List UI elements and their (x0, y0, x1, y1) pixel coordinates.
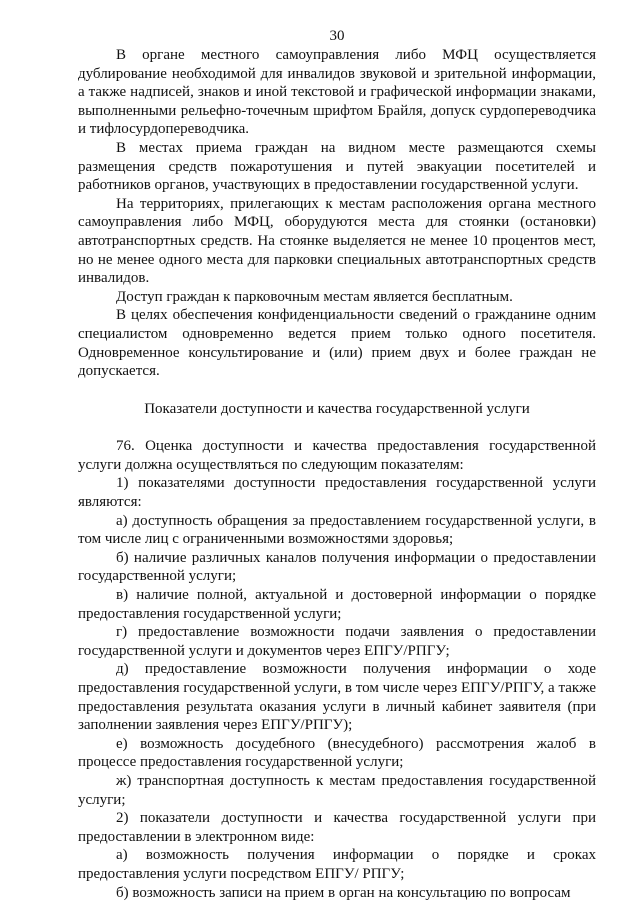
paragraph-item-1v: в) наличие полной, актуальной и достоверной информации о порядке предоставления государственной услуги; (78, 587, 596, 622)
paragraph-parking-places: На территориях, прилегающих к местам расположения органа местного самоуправления либо МФЦ, оборудуются места для стоянки (остановки) автотранспортных средств. На стоянке выделяется не менее 10 процентов мест, но не менее одного места для парковки специальных автотранспортных средств инвалидов. (78, 195, 596, 287)
paragraph-item-1d: д) предоставление возможности получения информации о ходе предоставления государственной услуги, в том числе через ЕПГУ/РПГУ, а также предоставления результата оказания услуги в личный кабинет заявителя (при заполнении заявления через ЕПГУ/РПГУ); (78, 661, 596, 734)
paragraph-item-2a: а) возможность получения информации о порядке и сроках предоставления услуги посредством ЕПГУ/ РПГУ; (78, 847, 596, 882)
document-page (78, 26, 596, 902)
paragraph-item-1g: г) предоставление возможности подачи заявления о предоставлении государственной услуги и документов через ЕПГУ/РПГУ; (78, 624, 596, 659)
paragraph-item-1a: а) доступность обращения за предоставлением государственной услуги, в том числе лиц с ограниченными возможностями здоровья; (78, 512, 596, 548)
section-heading: Показатели доступности и качества государственной услуги (144, 400, 530, 417)
paragraph-item-1: 1) показателями доступности предоставления государственной услуги являются: (78, 475, 596, 511)
paragraph-item-1zh: ж) транспортная доступность к местам предоставления государственной услуги; (78, 772, 596, 808)
paragraph-free-parking: Доступ граждан к парковочным местам является бесплатным. (116, 288, 513, 305)
paragraph-braille-duplication: В органе местного самоуправления либо МФЦ осуществляется дублирование необходимой для инвалидов звуковой и зрительной информации, а также надписей, знаков и иной текстовой и графической информации знаками, выполненными рельефно-точечным шрифтом Брайля, допуск сурдопереводчика и тифлосурдопереводчика. (78, 47, 596, 138)
page-number: 30 (329, 28, 345, 44)
paragraph-evacuation-schemes: В местах приема граждан на видном месте размещаются схемы размещения средств пожаротушения и путей эвакуации посетителей и работников органов, участвующих в предоставлении государственной услуги. (78, 139, 596, 194)
paragraph-item-1e: е) возможность досудебного (внесудебного) рассмотрения жалоб в процессе предоставления государственной услуги; (78, 735, 596, 771)
paragraph-item-1b: б) наличие различных каналов получения информации о предоставлении государственной услуги; (78, 549, 596, 585)
paragraph-confidentiality: В целях обеспечения конфиденциальности сведений о гражданине одним специалистом одновременно ведется прием только одного посетителя. Одновременное консультирование и (или) прием двух и более граждан не допускается. (78, 307, 596, 380)
paragraph-item-2b: б) возможность записи на прием в орган на консультацию по вопросам (116, 884, 571, 901)
paragraph-item-2: 2) показатели доступности и качества государственной услуги при предоставлении в электронном виде: (78, 810, 596, 845)
paragraph-76-intro: 76. Оценка доступности и качества предоставления государственной услуги должна осуществляться по следующим показателям: (78, 438, 596, 473)
